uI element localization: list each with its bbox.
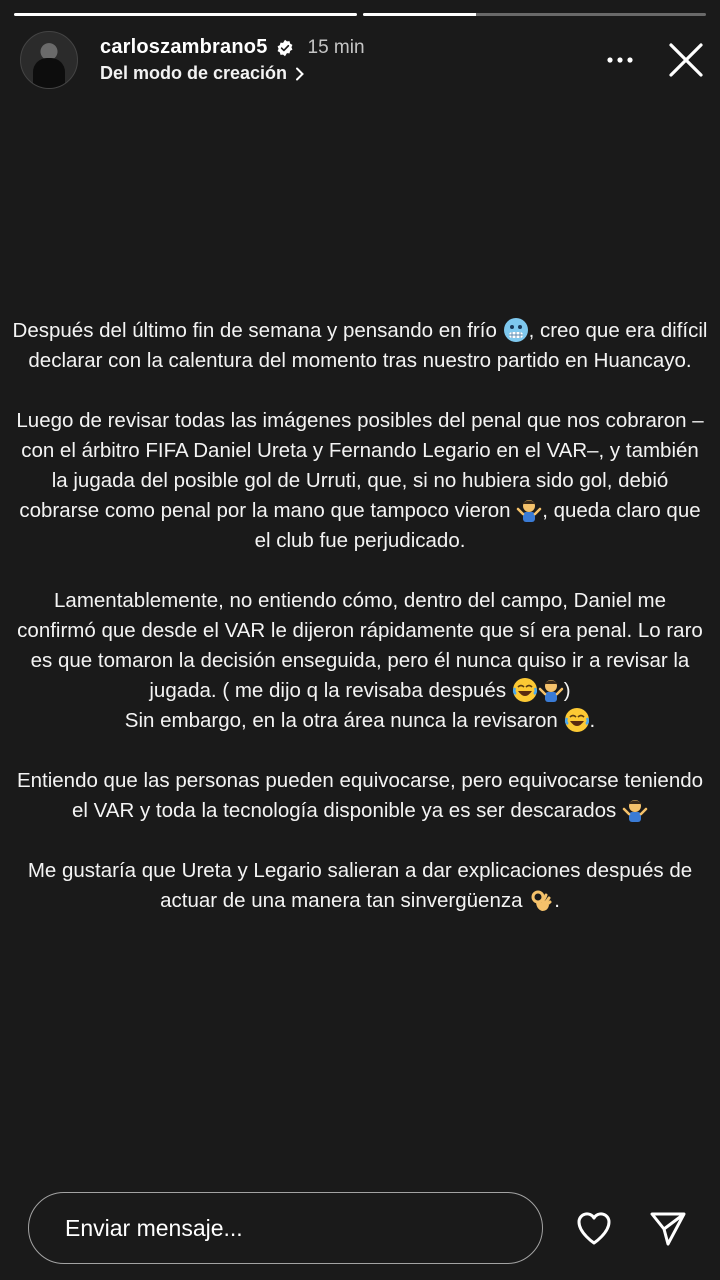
laughing-tears-emoji-icon — [512, 677, 538, 703]
paragraph-text: ) — [563, 679, 571, 702]
paragraph-text: Me gustaría que Ureta y Legario salieran a dar explicaciones después de actuar de una manera tan sinvergüenza — [27, 859, 693, 912]
progress-fill-2 — [363, 13, 476, 16]
progress-fill-1 — [14, 13, 357, 16]
story-progress — [14, 13, 706, 16]
post-time: 15 min — [307, 36, 365, 58]
paragraph-text: . — [589, 709, 596, 732]
cold-face-emoji-icon — [503, 317, 529, 343]
paragraph — [12, 706, 708, 736]
person-shrugging-emoji-icon — [622, 797, 648, 823]
paragraph-text: Después del último fin de semana y pensando en frío — [12, 319, 497, 342]
story-header — [20, 30, 704, 90]
paragraph — [12, 766, 708, 826]
creation-mode-label: Del modo de creación — [100, 63, 288, 83]
progress-segment-2 — [363, 13, 706, 16]
more-options-icon[interactable] — [606, 46, 634, 74]
close-icon[interactable] — [668, 42, 704, 78]
paragraph-text: Lamentablemente, no entiendo cómo, dentro del campo, Daniel me confirmó que desde el VAR le dijeron rápidamente que sí era penal. Lo raro es que tomaron la decisión enseguida, pero él nunca quiso ir a revisar la jugada. ( me dijo q la revisaba después — [17, 589, 703, 702]
paragraph — [12, 586, 708, 706]
paragraph-text: Entiendo que las personas pueden equivocarse, pero equivocarse teniendo el VAR y toda la tecnología disponible ya es ser descarados — [16, 769, 704, 822]
laughing-tears-emoji-icon — [564, 707, 590, 733]
chevron-right-icon — [295, 67, 305, 81]
message-placeholder: Enviar mensaje... — [65, 1214, 243, 1241]
person-shrugging-emoji-icon — [538, 677, 564, 703]
paragraph — [12, 316, 708, 376]
verified-badge-icon — [276, 39, 294, 57]
story-text — [12, 316, 708, 946]
progress-segment-1 — [14, 13, 357, 16]
paragraph-text: Sin embargo, en la otra área nunca la revisaron — [124, 709, 558, 732]
heart-icon[interactable] — [574, 1208, 614, 1248]
avatar[interactable] — [20, 31, 78, 89]
paragraph — [12, 406, 708, 556]
paragraph-text: , creo que era difícil declarar con la calentura del momento tras nuestro partido en Huancayo. — [28, 319, 708, 372]
paragraph-text: . — [554, 889, 560, 912]
paragraph — [12, 856, 708, 916]
send-icon[interactable] — [648, 1208, 688, 1248]
username[interactable]: carloszambrano5 — [100, 36, 268, 58]
paragraph-text: , queda claro que el club fue perjudicado. — [254, 499, 701, 552]
send-message-input[interactable] — [28, 1192, 543, 1264]
paragraph-text: Luego de revisar todas las imágenes posibles del penal que nos cobraron –con el árbitro FIFA Daniel Ureta y Fernando Legario en el VAR–, y también la jugada del posible gol de Urruti, que, si no hubiera sido gol, debió cobrarse como penal por la mano que tampoco vieron — [16, 409, 704, 522]
person-shrugging-emoji-icon — [516, 497, 542, 523]
story-footer — [28, 1190, 698, 1266]
creation-mode-link[interactable] — [100, 63, 365, 84]
ok-hand-emoji-icon — [528, 887, 554, 913]
story-meta — [100, 36, 365, 84]
